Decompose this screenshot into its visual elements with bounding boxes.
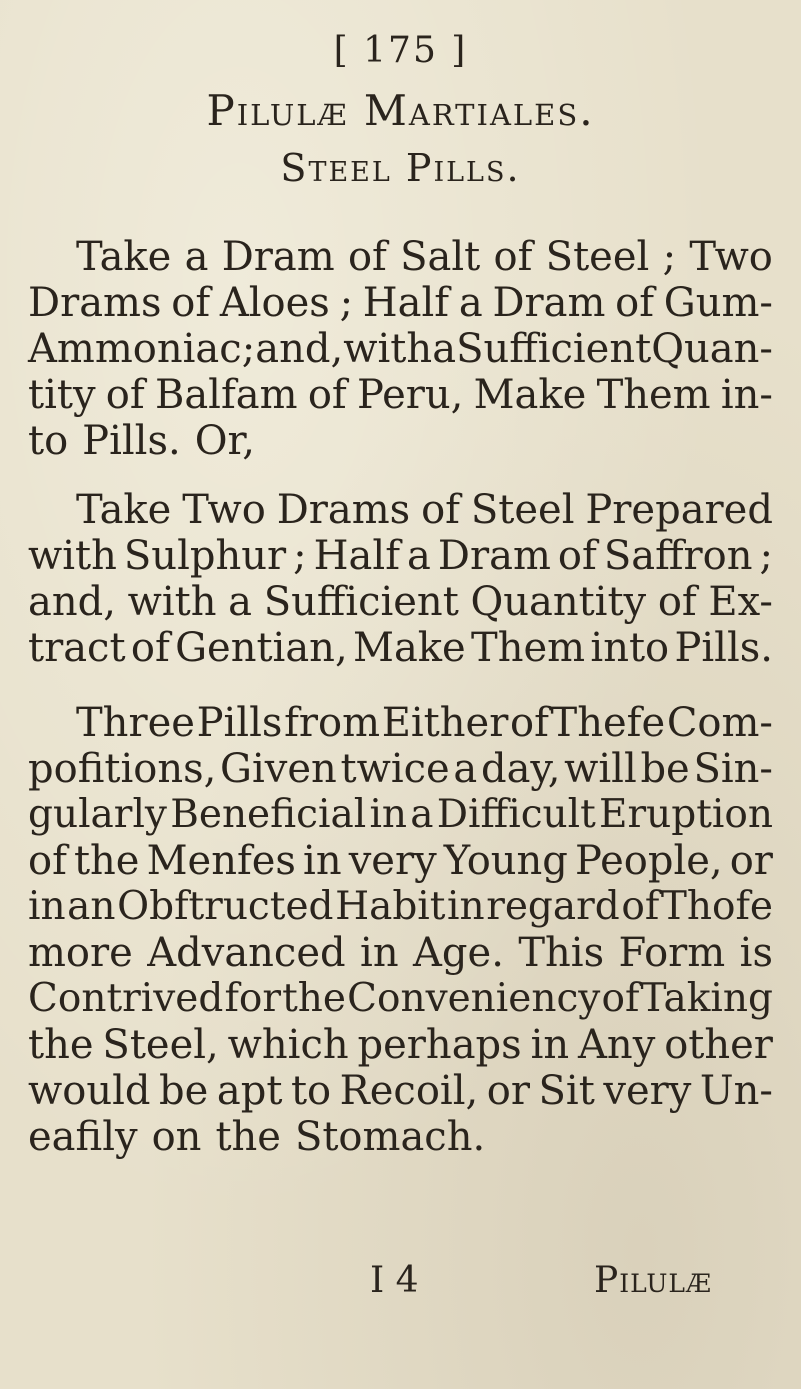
word: Sufficient <box>263 579 459 625</box>
word: Balfam <box>154 372 298 418</box>
word: Com- <box>666 700 773 746</box>
paragraph-directions <box>28 700 773 1160</box>
word: apt <box>216 1068 283 1114</box>
page-number: [ 175 ] <box>333 30 468 71</box>
text-line <box>28 487 773 533</box>
word: Sin- <box>693 746 773 792</box>
word: tract <box>28 625 126 671</box>
word: Them <box>596 372 711 418</box>
word: a <box>228 579 253 625</box>
word: This <box>518 930 605 976</box>
word: Un- <box>699 1068 773 1114</box>
word: Two <box>182 487 266 533</box>
word: a <box>453 746 478 792</box>
word: Age. <box>413 930 504 976</box>
word: more <box>28 930 133 976</box>
word: or <box>486 1068 530 1114</box>
text-line <box>28 1022 773 1068</box>
word: of <box>621 884 660 929</box>
text-line <box>28 930 773 976</box>
word: a <box>407 533 431 579</box>
word: is <box>739 930 773 976</box>
word: of <box>493 234 533 280</box>
text-line <box>28 533 773 579</box>
word: Two <box>689 234 773 280</box>
word: in <box>303 838 342 884</box>
text-line <box>28 234 773 280</box>
word: Dram <box>437 533 551 579</box>
word: very <box>348 838 437 884</box>
word: will <box>564 746 637 792</box>
word: Thofe <box>660 884 773 929</box>
word: Eruption <box>599 792 773 837</box>
word: twice <box>340 746 450 792</box>
signature-mark: I 4 <box>370 1260 419 1301</box>
word: Pills. <box>674 625 773 671</box>
word: day, <box>480 746 561 792</box>
word: Obftructed <box>117 884 334 929</box>
word: on <box>151 1114 202 1160</box>
word: Pills. <box>82 418 181 464</box>
word: Stomach. <box>294 1114 486 1160</box>
word: the <box>282 976 346 1021</box>
text-line <box>28 280 773 326</box>
word: Half <box>362 280 450 326</box>
word: in <box>530 1022 570 1068</box>
word: Young <box>443 838 568 884</box>
word: other <box>664 1022 773 1068</box>
word: from <box>284 700 381 746</box>
text-line <box>28 792 773 838</box>
word: gularly <box>28 792 167 837</box>
word: ; <box>339 280 354 326</box>
paragraph-recipe-one <box>28 234 773 464</box>
word: Ammoniac <box>28 326 242 372</box>
word: Taking <box>640 976 773 1021</box>
text-line <box>28 372 773 418</box>
section-title: Pilulæ Martiales. <box>206 86 595 135</box>
word: the <box>28 1022 94 1068</box>
text-line <box>28 625 773 671</box>
word: Make <box>352 625 466 671</box>
word: Make <box>473 372 587 418</box>
word: for <box>224 976 281 1021</box>
word: of <box>557 533 597 579</box>
word: of <box>615 280 655 326</box>
word: of <box>347 234 387 280</box>
word: Gum- <box>663 280 773 326</box>
word: very <box>603 1068 692 1114</box>
word: with <box>28 533 117 579</box>
word: of <box>130 625 170 671</box>
word: Salt <box>400 234 481 280</box>
word: ; <box>759 533 773 579</box>
section-subtitle: Steel Pills. <box>280 146 521 190</box>
word: the <box>73 838 140 884</box>
text-line <box>28 1068 773 1114</box>
word: perhaps <box>357 1022 522 1068</box>
word: Thefe <box>550 700 666 746</box>
word: of <box>171 280 211 326</box>
word: Dram <box>492 280 606 326</box>
word: Sulphur <box>123 533 287 579</box>
paragraph-recipe-two <box>28 487 773 671</box>
word: Take <box>76 234 172 280</box>
word: Take <box>76 487 172 533</box>
text-line <box>28 1114 773 1160</box>
text-line <box>28 418 773 464</box>
word: or <box>729 838 773 884</box>
word: a <box>184 234 209 280</box>
catchword: Pilulæ <box>594 1260 713 1301</box>
word: Form <box>618 930 726 976</box>
word: Ex- <box>708 579 773 625</box>
word: of <box>307 372 347 418</box>
word: which <box>227 1022 349 1068</box>
word: ; <box>662 234 677 280</box>
word: and, <box>28 579 116 625</box>
word: Or, <box>194 418 255 464</box>
word: Gentian, <box>175 625 348 671</box>
word: an <box>67 884 116 929</box>
word: Sit <box>538 1068 595 1114</box>
word: Half <box>313 533 400 579</box>
word: Quan- <box>651 326 773 372</box>
text-line <box>28 838 773 884</box>
word: Given <box>220 746 337 792</box>
word: eafily <box>28 1114 138 1160</box>
word: to <box>28 418 69 464</box>
word: Saffron <box>603 533 753 579</box>
word: Steel <box>545 234 650 280</box>
word: ; <box>241 326 256 372</box>
word: Any <box>578 1022 656 1068</box>
word: Three <box>76 700 195 746</box>
word: a <box>410 792 434 837</box>
text-line <box>28 976 773 1022</box>
word: Sufficient <box>456 326 652 372</box>
word: of <box>105 372 145 418</box>
word: in- <box>720 372 773 418</box>
word: Habit <box>335 884 446 929</box>
word: Either <box>381 700 509 746</box>
text-line <box>28 746 773 792</box>
word: Drams <box>28 280 162 326</box>
word: Drams <box>276 487 411 533</box>
word: Recoil, <box>339 1068 479 1114</box>
word: Dram <box>221 234 335 280</box>
word: in <box>28 884 66 929</box>
word: into <box>590 625 670 671</box>
word: pofitions, <box>28 746 217 792</box>
word: regard <box>486 884 620 929</box>
word: Difficult <box>436 792 596 837</box>
word: be <box>159 1068 209 1114</box>
word: in <box>447 884 485 929</box>
text-line <box>28 884 773 930</box>
word: of <box>601 976 640 1021</box>
word: Them <box>471 625 586 671</box>
word: with <box>343 326 433 372</box>
word: be <box>640 746 690 792</box>
word: tity <box>28 372 96 418</box>
word: Menfes <box>146 838 296 884</box>
word: of <box>421 487 460 533</box>
word: People, <box>574 838 723 884</box>
word: Steel <box>470 487 575 533</box>
word: a <box>458 280 483 326</box>
word: Quantity <box>470 579 647 625</box>
word: Beneficial <box>170 792 367 837</box>
word: with <box>127 579 217 625</box>
word: of <box>28 838 67 884</box>
word: Conveniency <box>347 976 601 1021</box>
text-line <box>28 700 773 746</box>
word: of <box>657 579 697 625</box>
word: ; <box>293 533 307 579</box>
text-line <box>28 326 773 372</box>
word: in <box>369 792 408 837</box>
word: the <box>215 1114 281 1160</box>
word: Prepared <box>585 487 773 533</box>
word: would <box>28 1068 151 1114</box>
word: and, <box>255 326 344 372</box>
word: to <box>290 1068 332 1114</box>
text-line <box>28 579 773 625</box>
word: Peru, <box>356 372 464 418</box>
word: in <box>360 930 399 976</box>
word: Contrived <box>28 976 224 1021</box>
page-footer <box>0 1260 801 1310</box>
word: Aloes <box>219 280 330 326</box>
word: Steel, <box>102 1022 219 1068</box>
word: a <box>432 326 457 372</box>
word: Advanced <box>147 930 346 976</box>
word: Pills <box>196 700 283 746</box>
word: of <box>509 700 549 746</box>
